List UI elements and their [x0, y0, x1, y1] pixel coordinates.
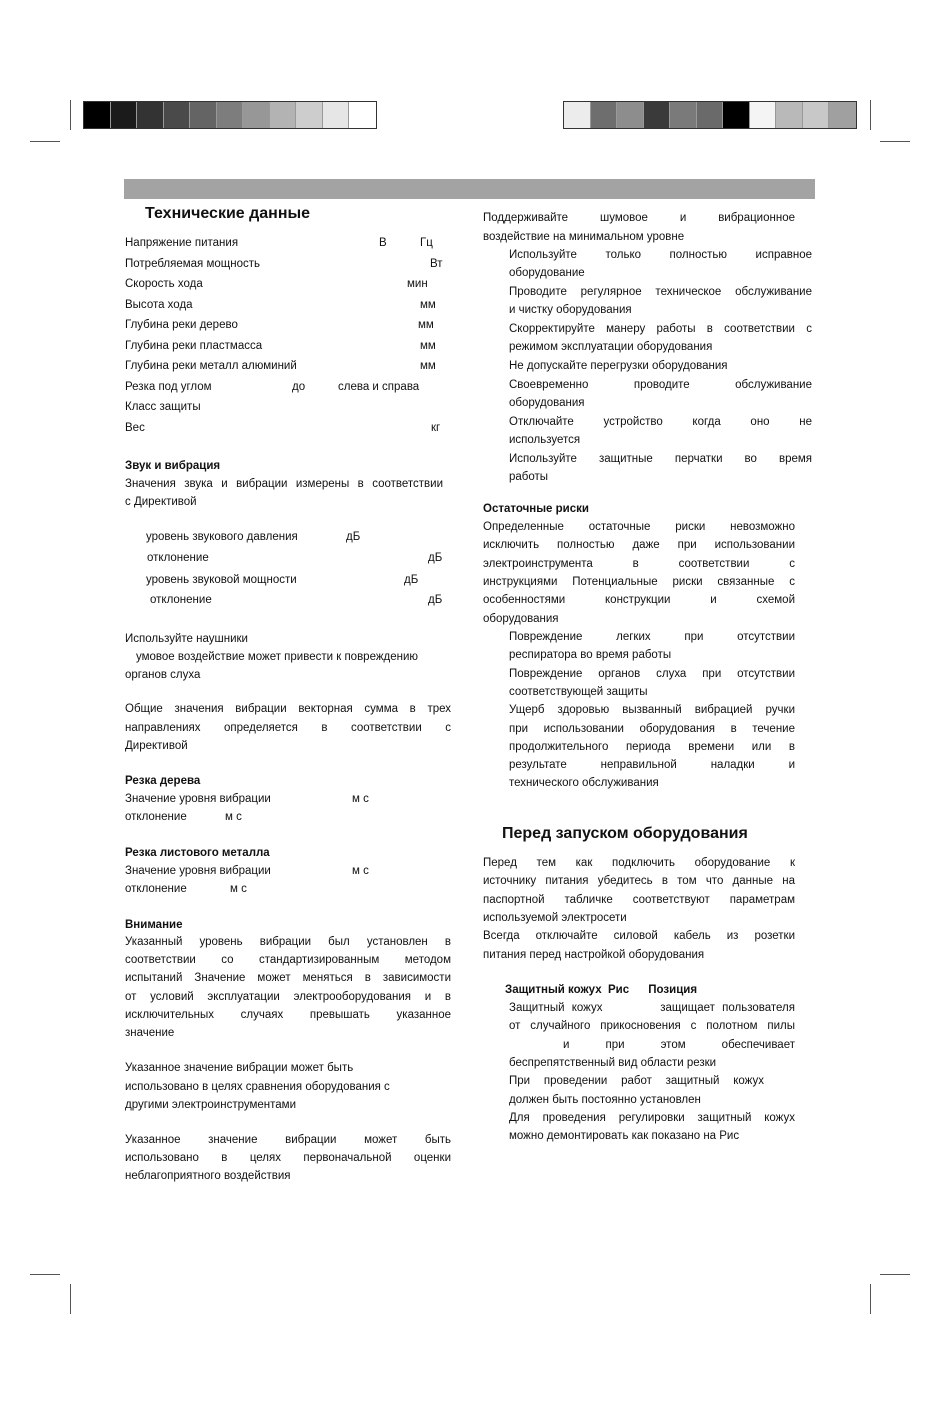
tip-line: Проводите регулярное техническое обслуживание	[509, 286, 812, 298]
tip-line: и чистку оборудования	[509, 304, 632, 316]
color-swatch	[564, 102, 591, 128]
spec-unit: до	[292, 380, 306, 393]
text-line: Используйте наушники	[125, 633, 248, 645]
risk-line: респиратора во время работы	[509, 649, 672, 662]
text-line: Поддерживайте шумовое и вибрационное	[483, 212, 795, 224]
attention-title: Внимание	[125, 919, 183, 931]
text-line: Всегда отключайте силовой кабель из розетки	[483, 930, 795, 943]
spec-label: Высота хода	[125, 298, 193, 311]
guard-line: Защитный кожух защищает пользователя	[509, 1002, 795, 1014]
text-line: воздействие на минимальном уровне	[483, 231, 685, 243]
color-calibration-strip-left	[83, 101, 377, 129]
header-bar	[124, 179, 815, 199]
spec-unit: кг	[431, 421, 441, 434]
spec-label: Резка под углом	[125, 380, 212, 393]
spec-unit: Вт	[430, 257, 443, 270]
text-line: Общие значения вибрации векторная сумма в трех	[125, 703, 451, 715]
color-swatch	[164, 102, 191, 128]
text-line: другими электроинструментами	[125, 1099, 297, 1111]
vibration-unit: м с	[230, 883, 247, 895]
text-line: питания перед настройкой оборудования	[483, 948, 705, 961]
crop-mark	[870, 100, 871, 130]
text-line: использовано в целях сравнения оборудования с	[125, 1080, 390, 1093]
crop-mark	[30, 141, 60, 142]
risk-line: соответствующей защиты	[509, 685, 648, 698]
color-swatch	[296, 102, 323, 128]
guard-title: Защитный кожух Рис Позиция	[505, 984, 698, 996]
spec-label: Скорость хода	[125, 278, 203, 290]
color-swatch	[84, 102, 111, 128]
tip-line: Не допускайте перегрузки оборудования	[509, 360, 728, 372]
tip-line: оборудование	[509, 267, 585, 279]
color-swatch	[591, 102, 618, 128]
color-swatch	[323, 102, 350, 128]
text-line: Перед тем как подключить оборудование к	[483, 857, 795, 869]
noise-unit: дБ	[404, 574, 419, 586]
tip-line: Своевременно проводите обслуживание	[509, 378, 812, 391]
spec-unit: мм	[420, 298, 436, 311]
risk-line: Повреждение органов слуха при отсутствии	[509, 667, 795, 680]
spec-unit: мм	[420, 360, 436, 372]
text-line: использовано в целях первоначальной оценки	[125, 1152, 451, 1164]
text-line: Значения звука и вибрации измерены в соответствии	[125, 478, 443, 490]
text-line: от условий эксплуатации электрооборудования и в	[125, 990, 451, 1003]
risk-line: результате неправильной наладки и	[509, 759, 795, 772]
guard-line: можно демонтировать как показано на Рис	[509, 1130, 740, 1143]
spec-label: Глубина реки пластмасса	[125, 339, 263, 352]
spec-label: Класс защиты	[125, 401, 201, 413]
text-line: источнику питания убедитесь в том что данные на	[483, 875, 795, 888]
spec-unit: мм	[418, 319, 434, 331]
spec-label: Напряжение питания	[125, 237, 239, 249]
text-line: направлениях определяется в соответствии с	[125, 721, 451, 734]
text-line: используемой электросети	[483, 911, 627, 924]
text-line: электроинструмента в соответствии с	[483, 557, 795, 570]
noise-label: отклонение	[147, 552, 209, 564]
noise-unit: дБ	[428, 594, 443, 606]
color-swatch	[670, 102, 697, 128]
risk-line: при использовании оборудования в течение	[509, 722, 795, 735]
spec-unit: слева и справа	[338, 380, 420, 393]
color-swatch	[349, 102, 376, 128]
color-swatch	[190, 102, 217, 128]
guard-line: должен быть постоянно установлен	[509, 1093, 701, 1106]
tip-line: оборудования	[509, 396, 585, 409]
noise-label: уровень звукового давления	[146, 531, 298, 543]
color-swatch	[243, 102, 270, 128]
residual-risks-title: Остаточные риски	[483, 503, 589, 515]
color-swatch	[829, 102, 856, 128]
text-line: испытаний Значение может меняться в зависимости	[125, 972, 451, 985]
vibration-label: отклонение	[125, 883, 187, 895]
color-swatch	[644, 102, 671, 128]
risk-line: технического обслуживания	[509, 777, 659, 790]
tip-line: Используйте только полностью исправное	[509, 249, 812, 261]
text-line: неблагоприятного воздействия	[125, 1170, 291, 1182]
text-line: инструкциями Потенциальные риски связанные с	[483, 575, 795, 588]
risk-line: Повреждение легких при отсутствии	[509, 631, 795, 643]
guard-line: беспрепятственный вид области резки	[509, 1056, 717, 1069]
text-line: особенностями конструкции и схемой	[483, 594, 795, 607]
text-line: умовое воздействие может привести к повреждению	[136, 651, 419, 663]
tip-line: Отключайте устройство когда оно не	[509, 415, 812, 428]
noise-label: уровень звуковой мощности	[146, 574, 297, 586]
risk-line: продолжительного периода времени или в	[509, 740, 795, 753]
crop-mark	[880, 1274, 910, 1275]
text-line: значение	[125, 1027, 175, 1039]
risk-line: Ущерб здоровью вызванный вибрацией ручки	[509, 704, 795, 717]
color-swatch	[617, 102, 644, 128]
tip-line: используется	[509, 433, 581, 446]
spec-label: Вес	[125, 421, 145, 434]
vibration-label: Значение уровня вибрации	[125, 793, 271, 805]
spec-unit: В	[379, 237, 387, 249]
metal-cutting-title: Резка листового металла	[125, 847, 270, 859]
vibration-label: Значение уровня вибрации	[125, 865, 271, 877]
color-swatch	[750, 102, 777, 128]
spec-label: Глубина реки дерево	[125, 319, 238, 331]
noise-label: отклонение	[150, 594, 212, 606]
tip-line: работы	[509, 470, 549, 483]
text-line: Указанное значение вибрации может быть	[125, 1134, 451, 1146]
vibration-unit: м с	[225, 811, 242, 823]
vibration-label: отклонение	[125, 811, 187, 823]
color-swatch	[111, 102, 138, 128]
spec-label: Глубина реки металл алюминий	[125, 360, 297, 372]
crop-mark	[870, 1284, 871, 1314]
vibration-unit: м с	[352, 865, 369, 877]
crop-mark	[30, 1274, 60, 1275]
text-line: оборудования	[483, 612, 559, 625]
sound-vibration-title: Звук и вибрация	[125, 460, 221, 472]
color-swatch	[217, 102, 244, 128]
crop-mark	[70, 100, 71, 130]
text-line: Указанное значение вибрации может быть	[125, 1062, 354, 1074]
guard-line: При проведении работ защитный кожух	[509, 1075, 764, 1088]
color-swatch	[137, 102, 164, 128]
text-line: паспортной табличке соответствуют параметрам	[483, 893, 795, 906]
crop-mark	[880, 141, 910, 142]
color-swatch	[803, 102, 830, 128]
crop-mark	[70, 1284, 71, 1314]
text-line: с Директивой	[125, 496, 197, 508]
text-line: Определенные остаточные риски невозможно	[483, 521, 795, 533]
spec-unit: мин	[407, 278, 428, 290]
noise-unit: дБ	[346, 531, 361, 543]
text-line: Указанный уровень вибрации был установлен в	[125, 936, 451, 948]
tech-data-title: Технические данные	[145, 205, 311, 222]
tip-line: режимом эксплуатации оборудования	[509, 341, 713, 353]
tip-line: Скорректируйте манеру работы в соответствии с	[509, 323, 812, 335]
color-swatch	[697, 102, 724, 128]
text-line: исключить полностью даже при использовании	[483, 539, 795, 552]
text-line: органов слуха	[125, 669, 201, 681]
color-swatch	[270, 102, 297, 128]
guard-line: и при этом обеспечивает	[563, 1038, 795, 1051]
text-line: исключительных случаях превышать указанное	[125, 1008, 451, 1021]
wood-cutting-title: Резка дерева	[125, 775, 201, 787]
noise-unit: дБ	[428, 552, 443, 564]
before-start-title: Перед запуском оборудования	[502, 825, 748, 842]
guard-line: от случайного прикосновения с полотном пилы	[509, 1020, 795, 1033]
text-line: соответствии со стандартизированным методом	[125, 954, 451, 967]
color-swatch	[776, 102, 803, 128]
text-line: Директивой	[125, 740, 188, 752]
spec-label: Потребляемая мощность	[125, 257, 260, 270]
guard-line: Для проведения регулировки защитный кожух	[509, 1111, 795, 1124]
spec-unit: мм	[420, 339, 436, 352]
tip-line: Используйте защитные перчатки во время	[509, 452, 812, 465]
spec-unit: Гц	[420, 237, 433, 249]
color-calibration-strip-right	[563, 101, 857, 129]
vibration-unit: м с	[352, 793, 369, 805]
color-swatch	[723, 102, 750, 128]
